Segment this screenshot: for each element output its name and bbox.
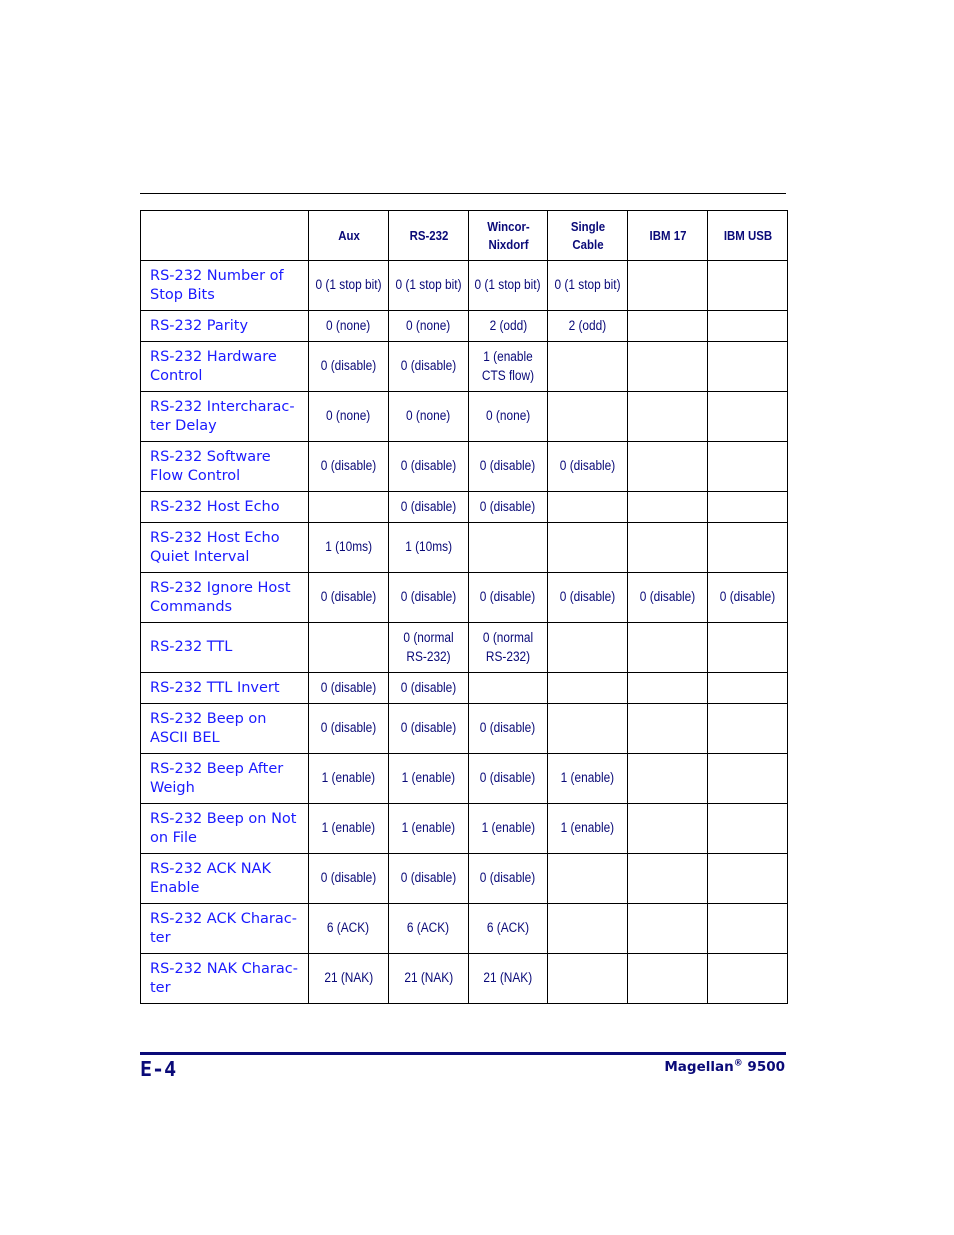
setting-value-text: 2 (odd)	[489, 317, 527, 333]
setting-value-text: 1 (10ms)	[405, 539, 452, 555]
column-header-ibm17: IBM 17	[632, 211, 702, 261]
setting-value	[389, 904, 469, 954]
feature-link[interactable]: RS-232 Host Echo	[141, 492, 309, 523]
setting-value-text: 0 (disable)	[480, 498, 536, 514]
setting-value	[708, 261, 788, 311]
setting-value	[708, 392, 788, 442]
setting-value	[469, 523, 548, 573]
setting-value-text: 1 (enable)	[560, 770, 615, 786]
setting-value	[628, 442, 708, 492]
interface-settings-table	[140, 210, 788, 1004]
setting-value-text: 21 (NAK)	[324, 970, 373, 986]
setting-value	[309, 492, 389, 523]
setting-value	[469, 904, 548, 954]
column-header	[151, 211, 299, 261]
feature-link[interactable]: RS-232 Software Flow Control	[141, 442, 309, 492]
registered-mark: ®	[733, 1058, 743, 1069]
setting-value	[628, 954, 708, 1004]
setting-value	[628, 673, 708, 704]
table-row	[141, 442, 788, 492]
setting-value-text: 1 (enable)	[481, 820, 535, 836]
setting-value	[708, 442, 788, 492]
setting-value	[628, 392, 708, 442]
feature-link[interactable]: RS-232 Hardware Control	[141, 342, 309, 392]
setting-value	[389, 954, 469, 1004]
setting-value	[548, 573, 628, 623]
setting-value	[309, 854, 389, 904]
setting-value-text: 0 (disable)	[400, 358, 457, 374]
setting-value	[628, 804, 708, 854]
setting-value	[469, 954, 548, 1004]
setting-value	[469, 704, 548, 754]
setting-value	[548, 673, 628, 704]
setting-value	[389, 754, 469, 804]
setting-value	[309, 392, 389, 442]
table-row	[141, 754, 788, 804]
setting-value	[628, 261, 708, 311]
setting-value	[628, 342, 708, 392]
setting-value-text: 0 (disable)	[400, 458, 457, 474]
setting-value	[469, 623, 548, 673]
setting-value-text: 0 (disable)	[559, 458, 616, 474]
table-row	[141, 392, 788, 442]
product-name: Magellan	[664, 1059, 734, 1075]
setting-value	[708, 311, 788, 342]
setting-value-text: 2 (odd)	[568, 317, 607, 333]
setting-value	[389, 442, 469, 492]
setting-value	[628, 573, 708, 623]
setting-value	[708, 523, 788, 573]
setting-value-text: 0 (disable)	[320, 589, 377, 605]
setting-value	[469, 854, 548, 904]
setting-value	[708, 492, 788, 523]
setting-value-text: 0 (disable)	[320, 720, 377, 736]
table-row	[141, 804, 788, 854]
setting-value	[309, 804, 389, 854]
setting-value-text: 6 (ACK)	[327, 920, 370, 936]
setting-value	[389, 523, 469, 573]
setting-value	[708, 342, 788, 392]
setting-value-text: 0 (1 stop bit)	[315, 277, 382, 293]
setting-value	[309, 904, 389, 954]
setting-value	[628, 523, 708, 573]
setting-value-text: 0 (normal RS-232)	[403, 630, 454, 664]
setting-value	[548, 342, 628, 392]
setting-value	[309, 673, 389, 704]
feature-link[interactable]: RS-232 Beep After Weigh	[141, 754, 309, 804]
setting-value-text: 0 (disable)	[400, 720, 457, 736]
feature-link[interactable]: RS-232 TTL Invert	[141, 673, 309, 704]
setting-value	[469, 342, 548, 392]
setting-value-text: 0 (disable)	[480, 589, 536, 605]
setting-value	[469, 492, 548, 523]
setting-value	[389, 704, 469, 754]
table-row	[141, 311, 788, 342]
footer-rule	[140, 1052, 786, 1055]
setting-value	[309, 523, 389, 573]
setting-value-text: 6 (ACK)	[407, 920, 450, 936]
setting-value	[309, 954, 389, 1004]
setting-value-text: 0 (disable)	[320, 679, 377, 695]
setting-value	[469, 573, 548, 623]
column-header-ibm-usb: IBM USB	[712, 211, 782, 261]
setting-value	[548, 954, 628, 1004]
setting-value	[389, 342, 469, 392]
table-row	[141, 623, 788, 673]
setting-value	[469, 261, 548, 311]
setting-value-text: 1 (enable)	[560, 820, 615, 836]
setting-value-text: 0 (none)	[326, 317, 371, 333]
feature-link[interactable]: RS-232 Parity	[141, 311, 309, 342]
setting-value-text: 0 (normal RS-232)	[482, 630, 534, 664]
setting-value	[309, 623, 389, 673]
setting-value	[628, 854, 708, 904]
setting-value-text: 0 (none)	[326, 408, 371, 424]
setting-value	[309, 704, 389, 754]
feature-link[interactable]: RS-232 Number of Stop Bits	[141, 261, 309, 311]
setting-value	[309, 754, 389, 804]
setting-value-text: 1 (enable)	[401, 770, 456, 786]
setting-value	[548, 442, 628, 492]
setting-value	[389, 854, 469, 904]
setting-value	[708, 904, 788, 954]
setting-value	[708, 573, 788, 623]
column-header-single-cable: Single Cable	[552, 211, 622, 261]
page-number: E-4	[140, 1057, 177, 1081]
table-row	[141, 492, 788, 523]
setting-value	[389, 573, 469, 623]
setting-value-text: 1 (enable)	[321, 820, 376, 836]
top-rule	[140, 193, 786, 194]
setting-value	[628, 754, 708, 804]
setting-value	[309, 573, 389, 623]
table-row	[141, 854, 788, 904]
setting-value-text: 21 (NAK)	[483, 970, 533, 986]
setting-value-text: 1 (10ms)	[325, 539, 372, 555]
product-model: 9500	[747, 1059, 785, 1075]
setting-value-text: 0 (disable)	[400, 679, 457, 695]
setting-value	[389, 804, 469, 854]
setting-value	[548, 904, 628, 954]
feature-link[interactable]: RS-232 Host Echo Quiet Interval	[141, 523, 309, 573]
setting-value-text: 0 (disable)	[320, 358, 377, 374]
setting-value	[469, 442, 548, 492]
setting-value	[708, 704, 788, 754]
setting-value-text: 0 (disable)	[480, 720, 536, 736]
setting-value	[389, 673, 469, 704]
setting-value	[548, 523, 628, 573]
setting-value	[628, 311, 708, 342]
setting-value	[708, 623, 788, 673]
table-row	[141, 573, 788, 623]
setting-value-text: 0 (disable)	[400, 589, 457, 605]
header-row	[141, 211, 788, 261]
feature-link[interactable]: RS-232 NAK Charac-ter	[141, 954, 309, 1004]
table-row	[141, 954, 788, 1004]
table-row	[141, 523, 788, 573]
setting-value	[708, 954, 788, 1004]
setting-value-text: 0 (none)	[485, 408, 531, 424]
table-row	[141, 673, 788, 704]
setting-value-text: 0 (disable)	[320, 870, 377, 886]
table-row	[141, 342, 788, 392]
setting-value-text: 0 (disable)	[400, 498, 457, 514]
feature-link[interactable]: RS-232 TTL	[141, 623, 309, 673]
setting-value	[548, 754, 628, 804]
feature-link[interactable]: RS-232 Intercharac-ter Delay	[141, 392, 309, 442]
setting-value-text: 1 (enable CTS flow)	[481, 349, 535, 383]
setting-value-text: 0 (none)	[406, 317, 451, 333]
setting-value	[309, 442, 389, 492]
setting-value	[628, 492, 708, 523]
setting-value	[469, 754, 548, 804]
setting-value	[469, 673, 548, 704]
setting-value-text: 0 (1 stop bit)	[554, 277, 621, 293]
setting-value-text: 0 (disable)	[320, 458, 377, 474]
setting-value	[389, 492, 469, 523]
setting-value	[389, 311, 469, 342]
setting-value	[548, 804, 628, 854]
setting-value	[309, 311, 389, 342]
setting-value	[708, 754, 788, 804]
setting-value	[389, 392, 469, 442]
setting-value	[469, 392, 548, 442]
setting-value-text: 0 (disable)	[639, 589, 696, 605]
setting-value	[708, 854, 788, 904]
column-header-wincor-nixdorf: Wincor- Nixdorf	[473, 211, 543, 261]
setting-value-text: 0 (disable)	[719, 589, 776, 605]
setting-value	[309, 261, 389, 311]
setting-value	[548, 492, 628, 523]
setting-value	[628, 704, 708, 754]
setting-value	[309, 342, 389, 392]
table-row	[141, 261, 788, 311]
setting-value-text: 21 (NAK)	[404, 970, 453, 986]
setting-value-text: 0 (disable)	[559, 589, 616, 605]
feature-link[interactable]: RS-232 Ignore Host Commands	[141, 573, 309, 623]
setting-value-text: 1 (enable)	[321, 770, 376, 786]
feature-link[interactable]: RS-232 ACK Charac-ter	[141, 904, 309, 954]
setting-value	[548, 623, 628, 673]
setting-value	[469, 804, 548, 854]
table-row	[141, 704, 788, 754]
setting-value	[708, 804, 788, 854]
column-header-rs232: RS-232	[393, 211, 463, 261]
setting-value	[628, 623, 708, 673]
setting-value-text: 0 (disable)	[400, 870, 457, 886]
setting-value-text: 0 (disable)	[480, 458, 536, 474]
setting-value	[548, 704, 628, 754]
setting-value-text: 1 (enable)	[401, 820, 456, 836]
setting-value	[469, 311, 548, 342]
setting-value-text: 0 (disable)	[480, 870, 536, 886]
setting-value	[548, 261, 628, 311]
setting-value-text: 0 (disable)	[480, 770, 536, 786]
setting-value	[548, 311, 628, 342]
setting-value-text: 0 (none)	[406, 408, 451, 424]
column-header-aux: Aux	[313, 211, 383, 261]
setting-value-text: 0 (1 stop bit)	[395, 277, 462, 293]
setting-value-text: 0 (1 stop bit)	[474, 277, 542, 293]
feature-link[interactable]: RS-232 Beep on ASCII BEL	[141, 704, 309, 754]
product-title	[664, 1059, 785, 1075]
feature-link[interactable]: RS-232 ACK NAK Enable	[141, 854, 309, 904]
setting-value	[708, 673, 788, 704]
setting-value	[548, 392, 628, 442]
setting-value	[389, 261, 469, 311]
setting-value	[548, 854, 628, 904]
feature-link[interactable]: RS-232 Beep on Not on File	[141, 804, 309, 854]
table-row	[141, 904, 788, 954]
setting-value-text: 6 (ACK)	[486, 920, 530, 936]
setting-value	[628, 904, 708, 954]
setting-value	[389, 623, 469, 673]
